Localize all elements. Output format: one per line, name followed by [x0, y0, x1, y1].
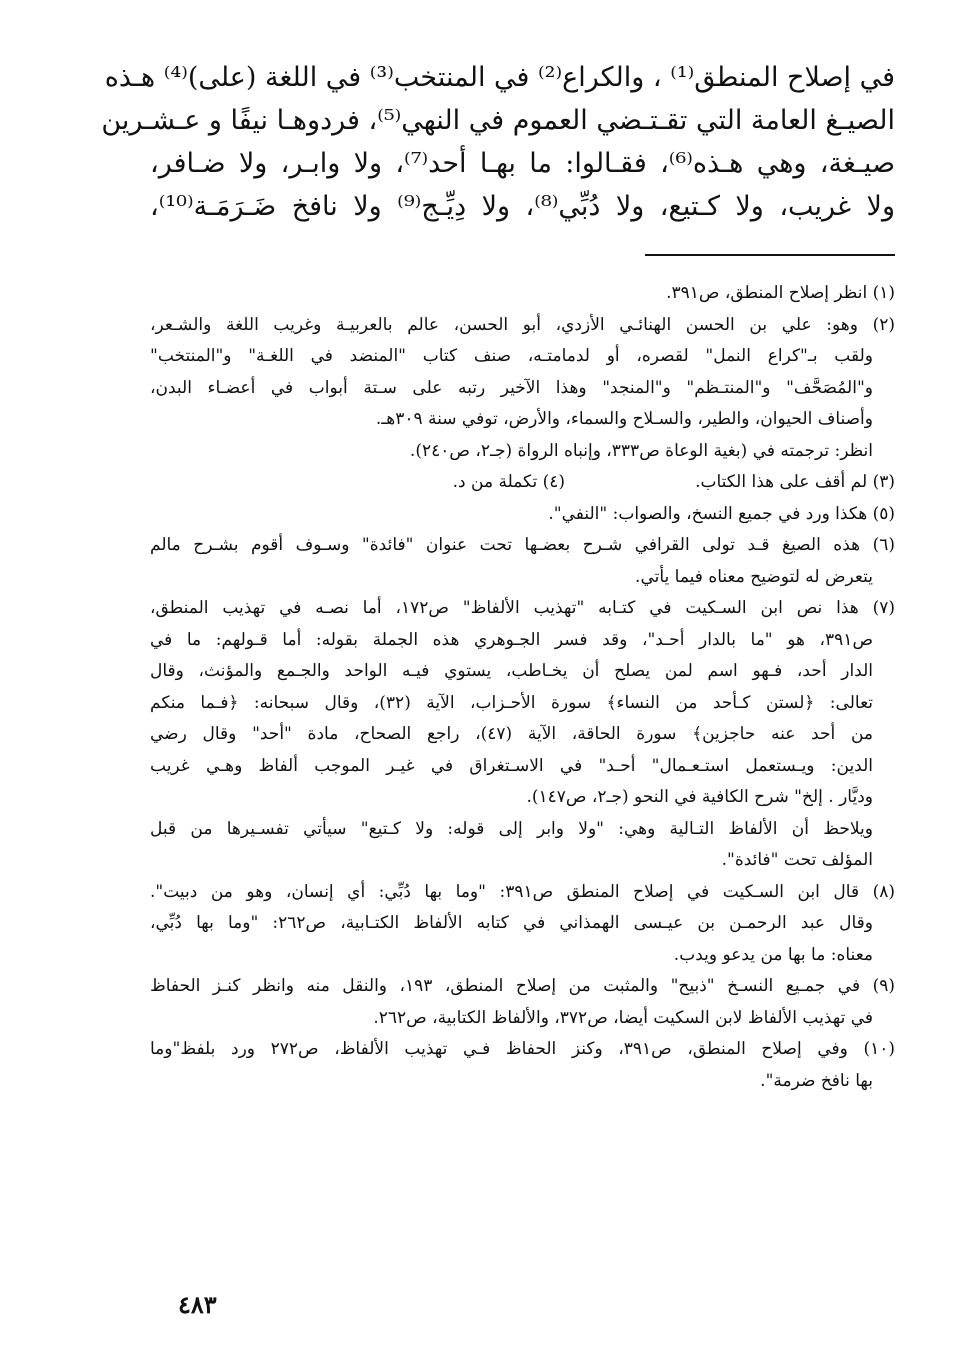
footnote-7-line: وديَّار . إلخ" شرح الكافية في النحو (جـ٢، ص١٤٧).	[526, 787, 873, 807]
footnote-6-line: يتعرض له لتوضيح معناه فيما يأتي.	[635, 566, 873, 587]
page-number: ٤٨٣	[178, 1290, 217, 1319]
page-body	[101, 56, 896, 1097]
footnote-7-line: الدين: ويـستعمل استـعـمال" أحـد" في الاسـتغراق في غيـر الموجب ألفاظ وهـي غريب	[150, 755, 873, 776]
footnote-2-line: ولقب بـ"كراع النمل" لقصره، أو لدمامتـه، صنف كتاب "المنضد في اللغـة" و"المنتخب"	[150, 346, 873, 366]
footnote-1: (١) انظر إصلاح المنطق، ص٣٩١.	[666, 283, 895, 303]
footnote-9: (٩) في جمـيع النسـخ "ذبيح" والمثبت من إصلاح المنطق، ١٩٣، والنقل منه وانظر كنـز الحفاظ	[150, 976, 895, 996]
footnote-7: (٧) هذا نص ابن السـكيت في كتـابه "تهذيب الألفاظ" ص١٧٢، أما نصـه في تهذيب المنطق،	[150, 598, 896, 618]
footnote-3: (٣) لم أقف على هذا الكتاب.	[695, 472, 895, 492]
main-text-line: صيـغة، وهي هـذه⁽⁶⁾، فقـالوا: ما بهـا أحد⁽⁷⁾، ولا وابـر، ولا ضـافر،	[150, 148, 895, 179]
footnote-8-line: معناه: ما بها من يدعو ويدب.	[673, 944, 873, 965]
footnote-4: (٤) تكملة من د.	[452, 472, 565, 492]
footnote-5: (٥) هكذا ورد في جميع النسخ، والصواب: "النفي".	[548, 503, 895, 524]
footnotes	[150, 278, 895, 1097]
footnote-9-line: في تهذيب الألفاظ لابن السكيت أيضا، ص٣٧٢، والألفاظ الكتابية، ص٢٦٢.	[373, 1007, 873, 1028]
main-text-line: في إصلاح المنطق⁽¹⁾ ، والكراع⁽²⁾ في المنتخب⁽³⁾ في اللغة (على)⁽⁴⁾ هـذه	[104, 62, 895, 93]
footnote-3-4-row	[150, 467, 895, 499]
footnote-8: (٨) قال ابن السـكيت في إصلاح المنطق ص٣٩١: "وما بها دُبِّي: أي إنسان، وهو من دبيت".	[150, 881, 895, 902]
footnote-7-line: من أحد عنه حاجزين﴾ سورة الحاقة، الآية (٤٧)، راجع الصحاح، مادة "أحد" وقال رضي	[150, 724, 874, 744]
footnote-2-line: وأصناف الحيوان، والطير، والسـلاح والسماء، والأرض، توفي سنة ٣٠٩هـ.	[375, 409, 873, 429]
footnote-7-line: ص٣٩١، هو "ما بالدار أحـد"، وقد فسر الجـوهري هذه الجملة بقوله: أما قـولهم: ما في	[150, 629, 873, 650]
main-text-line: الصيـغ العامة التي تقـتـضي العموم في النهي⁽⁵⁾، فردوهـا نيفًا و عـشـرين	[101, 105, 895, 136]
footnote-separator	[645, 254, 895, 256]
footnote-7-line: ويلاحظ أن الألفاظ التـالية وهي: "ولا وابر إلى قوله: ولا كـتيع" سيأتي تفسـيرها من قبل	[150, 818, 873, 839]
footnote-7-line: المؤلف تحت "فائدة".	[721, 850, 873, 870]
footnote-10-line: بها نافخ ضرمة".	[760, 1070, 873, 1091]
footnote-10: (١٠) وفي إصلاح المنطق، ص٣٩١، وكنز الحفاظ فـي تهذيب الألفاظ، ص٢٧٢ ورد بلفظ"وما	[150, 1039, 895, 1059]
footnote-7-line: الدار أحد، فـهو اسم لمن يصلح أن يخـاطب، يستوي فيـه الواحد والجـمع والمؤنث، وقال	[150, 661, 873, 681]
footnote-7-line: تعالى: ﴿لستن كـأحد من النساء﴾ سورة الأحـزاب، الآية (٣٢)، وقال سبحانه: ﴿فـما منكم	[150, 692, 873, 713]
main-text-line: ولا غريب، ولا كـتيع، ولا دُبِّي⁽⁸⁾، ولا دِيِّـج⁽⁹⁾ ولا نافخ ضَـرَمَـة⁽¹⁰⁾،	[150, 191, 895, 222]
footnote-8-line: وقال عبد الرحمـن بن عيـسى الهمذاني في كتابه الألفاظ الكتـابية، ص٢٦٢: "وما بها دُبِّي،	[150, 913, 873, 933]
footnote-2-line: و"المُصَحَّف" و"المنتـظم" و"المنجد" وهذا الآخير رتبه على سـتة أبواب في أعضـاء البدن،	[150, 377, 873, 398]
main-text	[101, 56, 895, 228]
footnote-2: (٢) وهو: علي بن الحسن الهنائـي الأزدي، أبو الحسن، عالم بالعربيـة وغريب اللغة والشـعر،	[150, 314, 895, 335]
footnote-6: (٦) هذه الصيغ قـد تولى القرافي شـرح بعضـها تحت عنوان "فائدة" وسـوف أقوم بشـرح مالم	[150, 535, 895, 555]
footnote-2-line: انظر: ترجمته في (بغية الوعاة ص٣٣٣، وإنباه الرواة (جـ٢، ص٢٤٠).	[409, 440, 873, 461]
